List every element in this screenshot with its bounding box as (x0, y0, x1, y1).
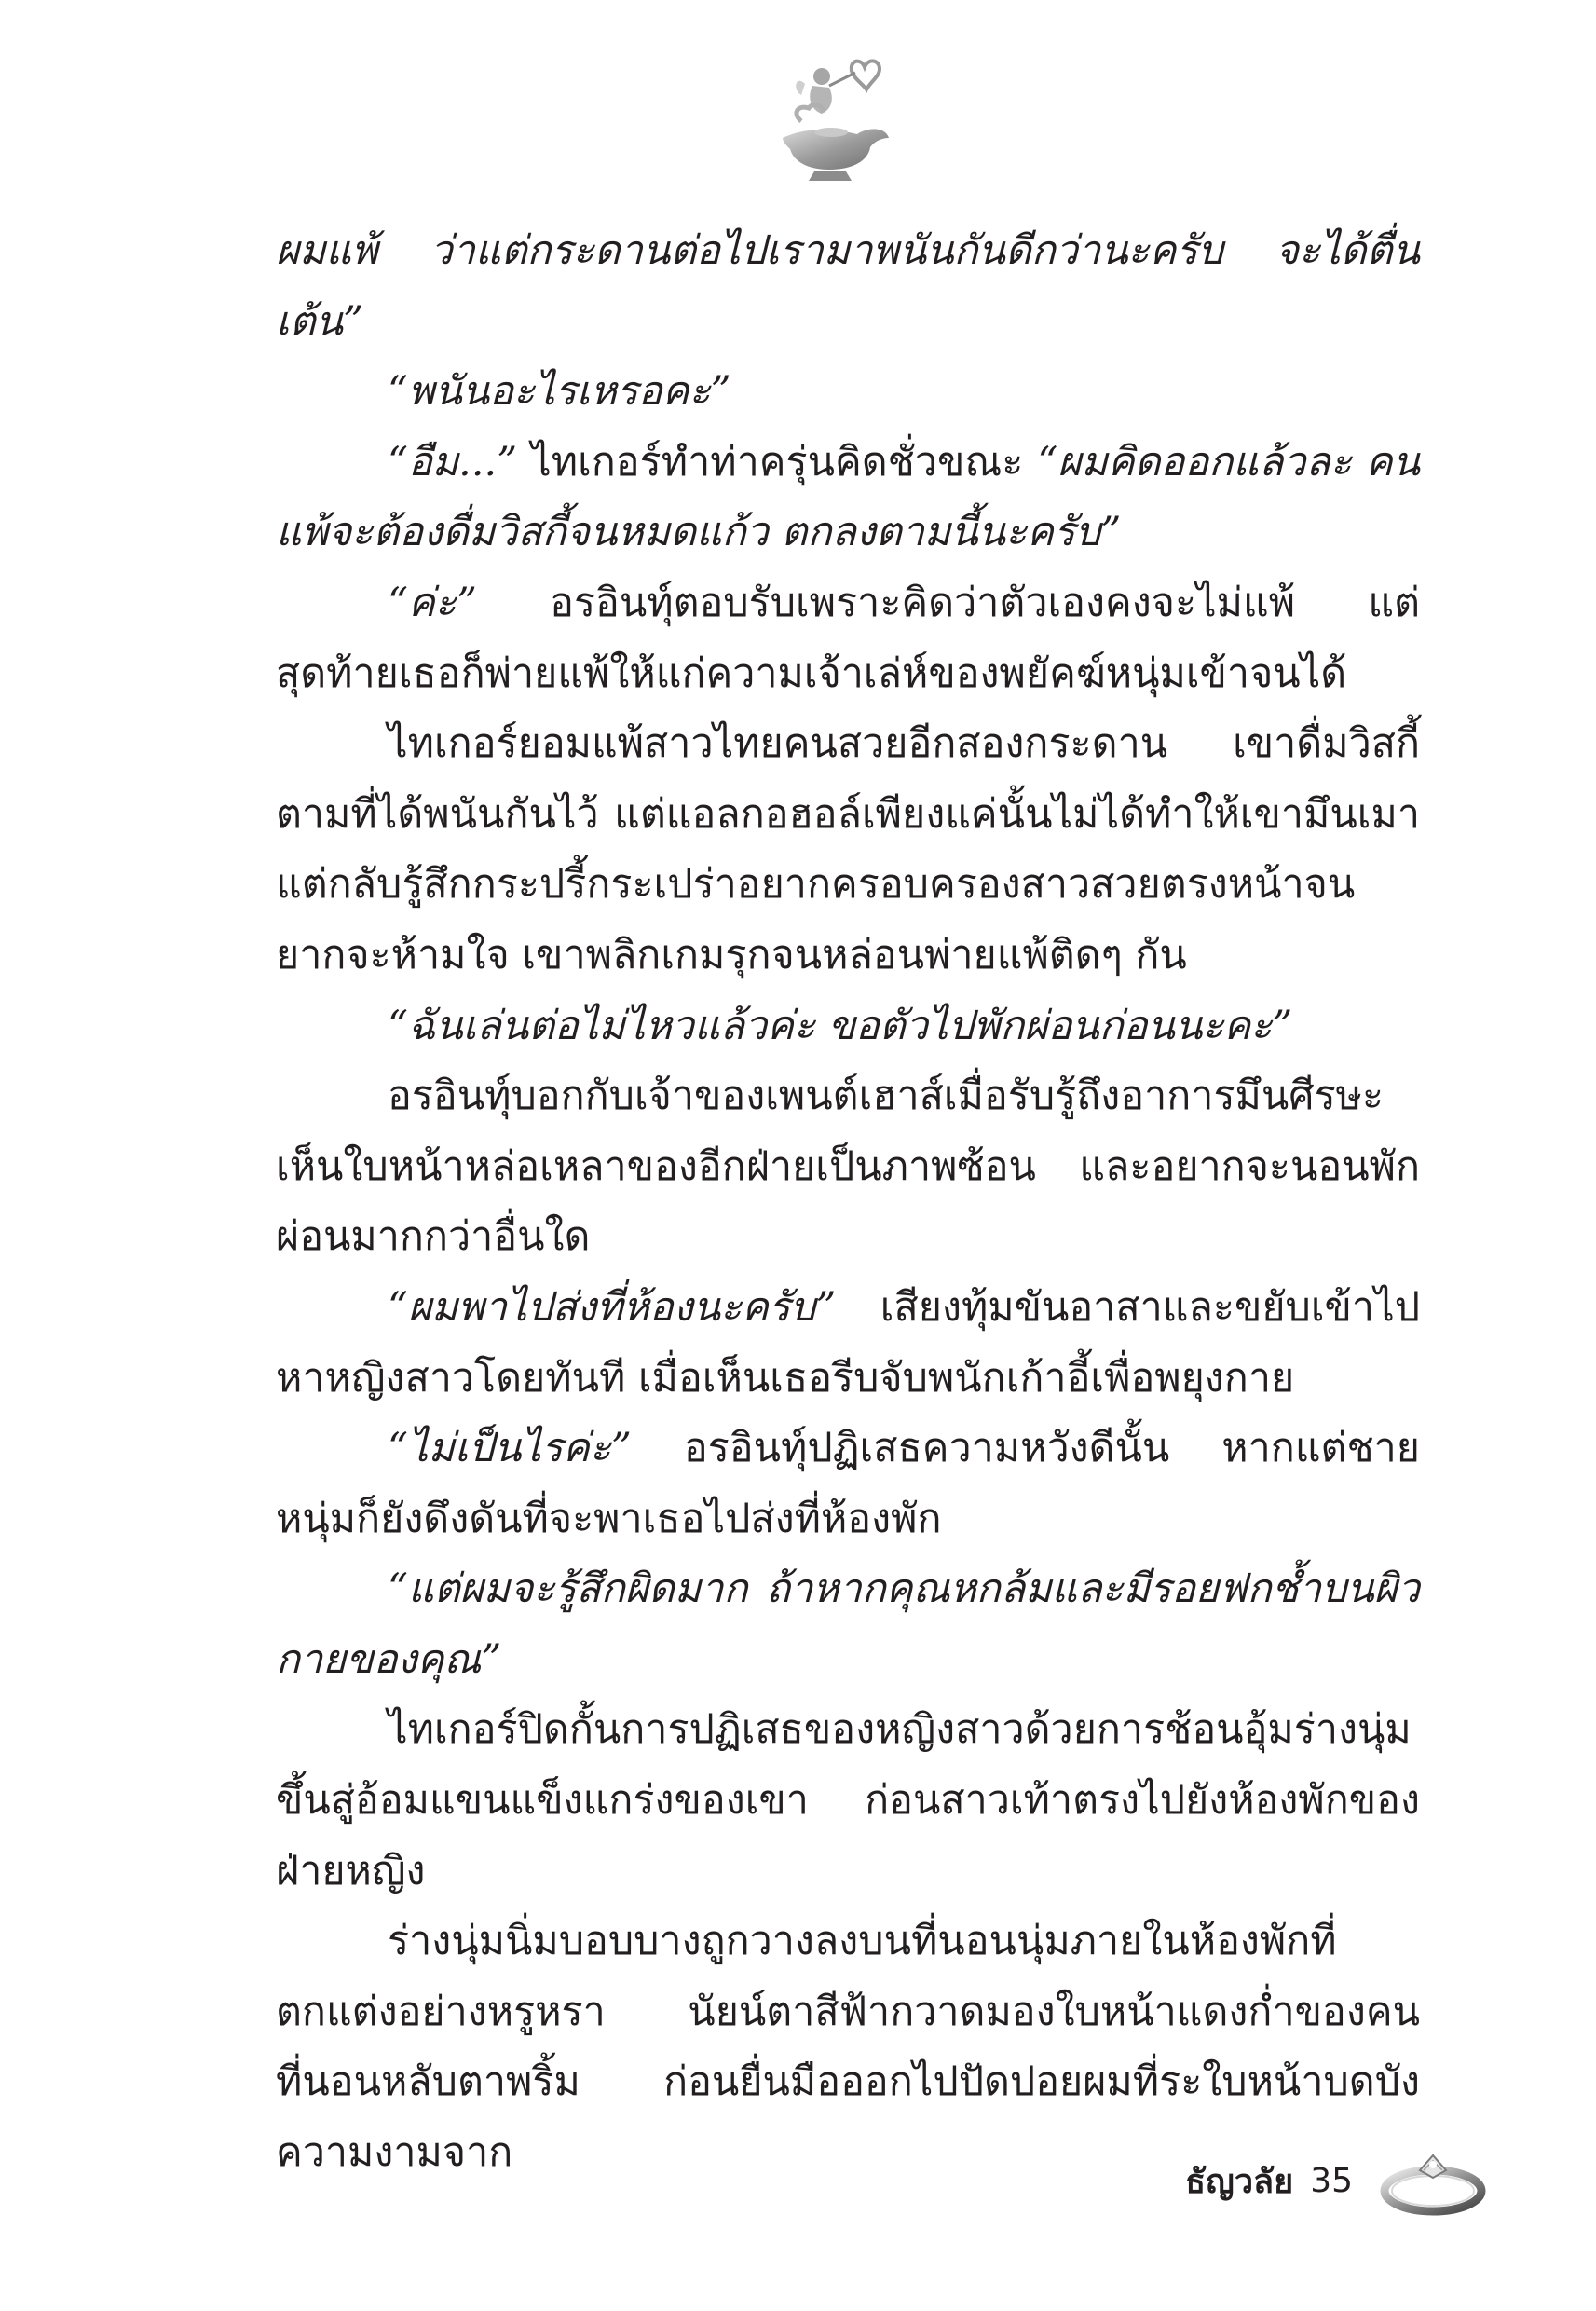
diamond-ring-icon (1377, 2142, 1489, 2219)
paragraph-narration: อรอินทุ์บอกกับเจ้าของเพนต์เฮาส์เมื่อรับรู้ถึงอาการมึนศีรษะ เห็นใบหน้าหล่อเหลาของอีกฝ่ายเป็นภาพซ้อน และอยากจะนอนพักผ่อนมากกว่าอื่นใด (276, 1073, 1420, 1261)
page-number: 35 (1310, 2161, 1353, 2200)
paragraph-speech: “พนันอะไรเหรอคะ” (388, 368, 731, 416)
quote-segment: “ผมคิดออกแล้วละ คนแพ้จะต้องดื่มวิสกี้จนหมดแก้ว ตกลงตามนี้นะครับ” (276, 438, 1420, 556)
paragraph-mixed (276, 428, 1420, 568)
paragraph-narration: ร่างนุ่มนิ่มบอบบางถูกวางลงบนที่นอนนุ่มภายในห้องพักที่ตกแต่งอย่างหรูหรา นัยน์ตาสีฟ้ากวาดมองใบหน้าแดงก่ำของคนที่นอนหลับตาพริ้ม ก่อนยื่นมือออกไปปัดปอยผมที่ระใบหน้าบดบังความงามจาก (276, 1918, 1420, 2177)
narration-segment: อรอินทุ์ปฏิเสธความหวังดีนั้น หากแต่ชายหนุ่มก็ยังดึงดันที่จะพาเธอไปส่งที่ห้องพัก (276, 1425, 1420, 1542)
quote-segment: “ผมพาไปส่งที่ห้องนะครับ” (388, 1283, 837, 1331)
quote-segment: “ค่ะ” (388, 579, 477, 626)
narration-segment: อรอินทุ์ตอบรับเพราะคิดว่าตัวเองคงจะไม่แพ้ แต่สุดท้ายเธอก็พ่ายแพ้ให้แก่ความเจ้าเล่ห์ของพยัคฆ์หนุ่มเข้าจนได้ (276, 579, 1420, 697)
paragraph-mixed (276, 568, 1420, 709)
author-name: ธัญวลัย (1185, 2162, 1294, 2201)
paragraph-mixed (276, 1273, 1420, 1414)
page-footer (1185, 2139, 1489, 2222)
paragraph-narration: ไทเกอร์ปิดกั้นการปฏิเสธของหญิงสาวด้วยการช้อนอุ้มร่างนุ่มขึ้นสู่อ้อมแขนแข็งแกร่งของเขา ก่อนสาวเท้าตรงไปยังห้องพักของฝ่ายหญิง (276, 1706, 1420, 1894)
page-body (276, 216, 1420, 2189)
quote-segment: “อืม...” (388, 438, 518, 485)
narration-segment: ไทเกอร์ทำท่าครุ่นคิดชั่วขณะ (517, 438, 1038, 485)
quote-segment: “ไม่เป็นไรค่ะ” (388, 1425, 632, 1472)
paragraph-speech: “ฉันเล่นต่อไม่ไหวแล้วค่ะ ขอตัวไปพักผ่อนก่อนนะคะ” (388, 1002, 1293, 1049)
genie-lamp-ornament-icon (764, 48, 904, 188)
paragraph-narration: ไทเกอร์ยอมแพ้สาวไทยคนสวยอีกสองกระดาน เขาดื่มวิสกี้ตามที่ได้พนันกันไว้ แต่แอลกอฮอล์เพียงแค่นั้นไม่ได้ทำให้เขามึนเมา แต่กลับรู้สึกกระปรี้กระเปร่าอยากครอบครองสาวสวยตรงหน้าจนยากจะห้ามใจ เขาพลิกเกมรุกจนหล่อนพ่ายแพ้ติดๆ กัน (276, 720, 1420, 978)
paragraph-speech: “แต่ผมจะรู้สึกผิดมาก ถ้าหากคุณหกล้มและมีรอยฟกช้ำบนผิวกายของคุณ” (276, 1566, 1420, 1683)
paragraph-speech: ผมแพ้ ว่าแต่กระดานต่อไปเรามาพนันกันดีกว่านะครับ จะได้ตื่นเต้น” (276, 227, 1420, 345)
paragraph-mixed (276, 1414, 1420, 1554)
narration-segment: เสียงทุ้มขันอาสาและขยับเข้าไปหาหญิงสาวโดยทันที เมื่อเห็นเธอรีบจับพนักเก้าอี้เพื่อพยุงกาย (276, 1283, 1420, 1402)
